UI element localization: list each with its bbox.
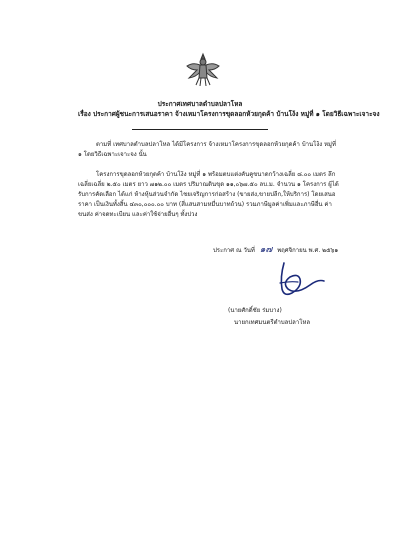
date-prefix: ประกาศ ณ วันที่ <box>213 247 255 254</box>
garuda-emblem-icon <box>183 50 223 90</box>
signer-position: นายกเทศมนตรีตำบลปลาโหล <box>234 319 311 326</box>
announcement-subject: เรื่อง ประกาศผู้ชนะการเสนอราคา จ้างเหมาโครงการขุดลอกห้วยกุดค้า บ้านโง้ง หมู่ที่ ๑ โดยวิธีเฉพาะเจาะจง <box>78 110 380 118</box>
body-paragraph-2: โครงการขุดลอกห้วยกุดค้า บ้านโง้ง หมู่ที่ ๑ พร้อมตบแต่งคันคูขนาดกว้างเฉลี่ย ๘.๐๐ เมตร ลึกเฉลี่ยเฉลี่ย ๒.๕๐ เมตร ยาว ๗๑๒.๐๐ เมตร ปริมาณดินขุด ๑๑,๐๖๗.๕๐ ลบ.ม. จำนวน ๑ โครงการ ผู้ได้รับการคัดเลือก ได้แก่ ห้างหุ้นส่วนจำกัด ไชยเจริญการก่อสร้าง (ขายส่ง,ขายปลีก,ให้บริการ) โดยเสนอราคา เป็นเงินทั้งสิ้น ๔๓๐,๐๐๐.๐๐ บาท (สี่แสนสามหมื่นบาทถ้วน) รวมภาษีมูลค่าเพิ่มและภาษีอื่น ค่าขนส่ง ค่าจดทะเบียน และค่าใช้จ่ายอื่นๆ ทั้งปวง <box>78 171 339 218</box>
signer-name: (นายศักดิ์ชัย ร่มบาง) <box>228 307 282 314</box>
body-paragraph-1: ตามที่ เทศบาลตำบลปลาโหล ได้มีโครงการ จ้างเหมาโครงการขุดลอกห้วยกุดค้า บ้านโง้ง หมู่ที่ ๑ โดยวิธีเฉพาะเจาะจง นั้น <box>78 141 336 158</box>
date-day: ๑๗ <box>259 245 273 255</box>
divider <box>132 129 268 130</box>
date-month-year: พฤศจิกายน พ.ศ. ๒๕๖๑ <box>277 247 339 254</box>
handwritten-signature <box>270 255 330 303</box>
organization-title: ประกาศเทศบาลตำบลปลาโหล <box>157 100 243 108</box>
